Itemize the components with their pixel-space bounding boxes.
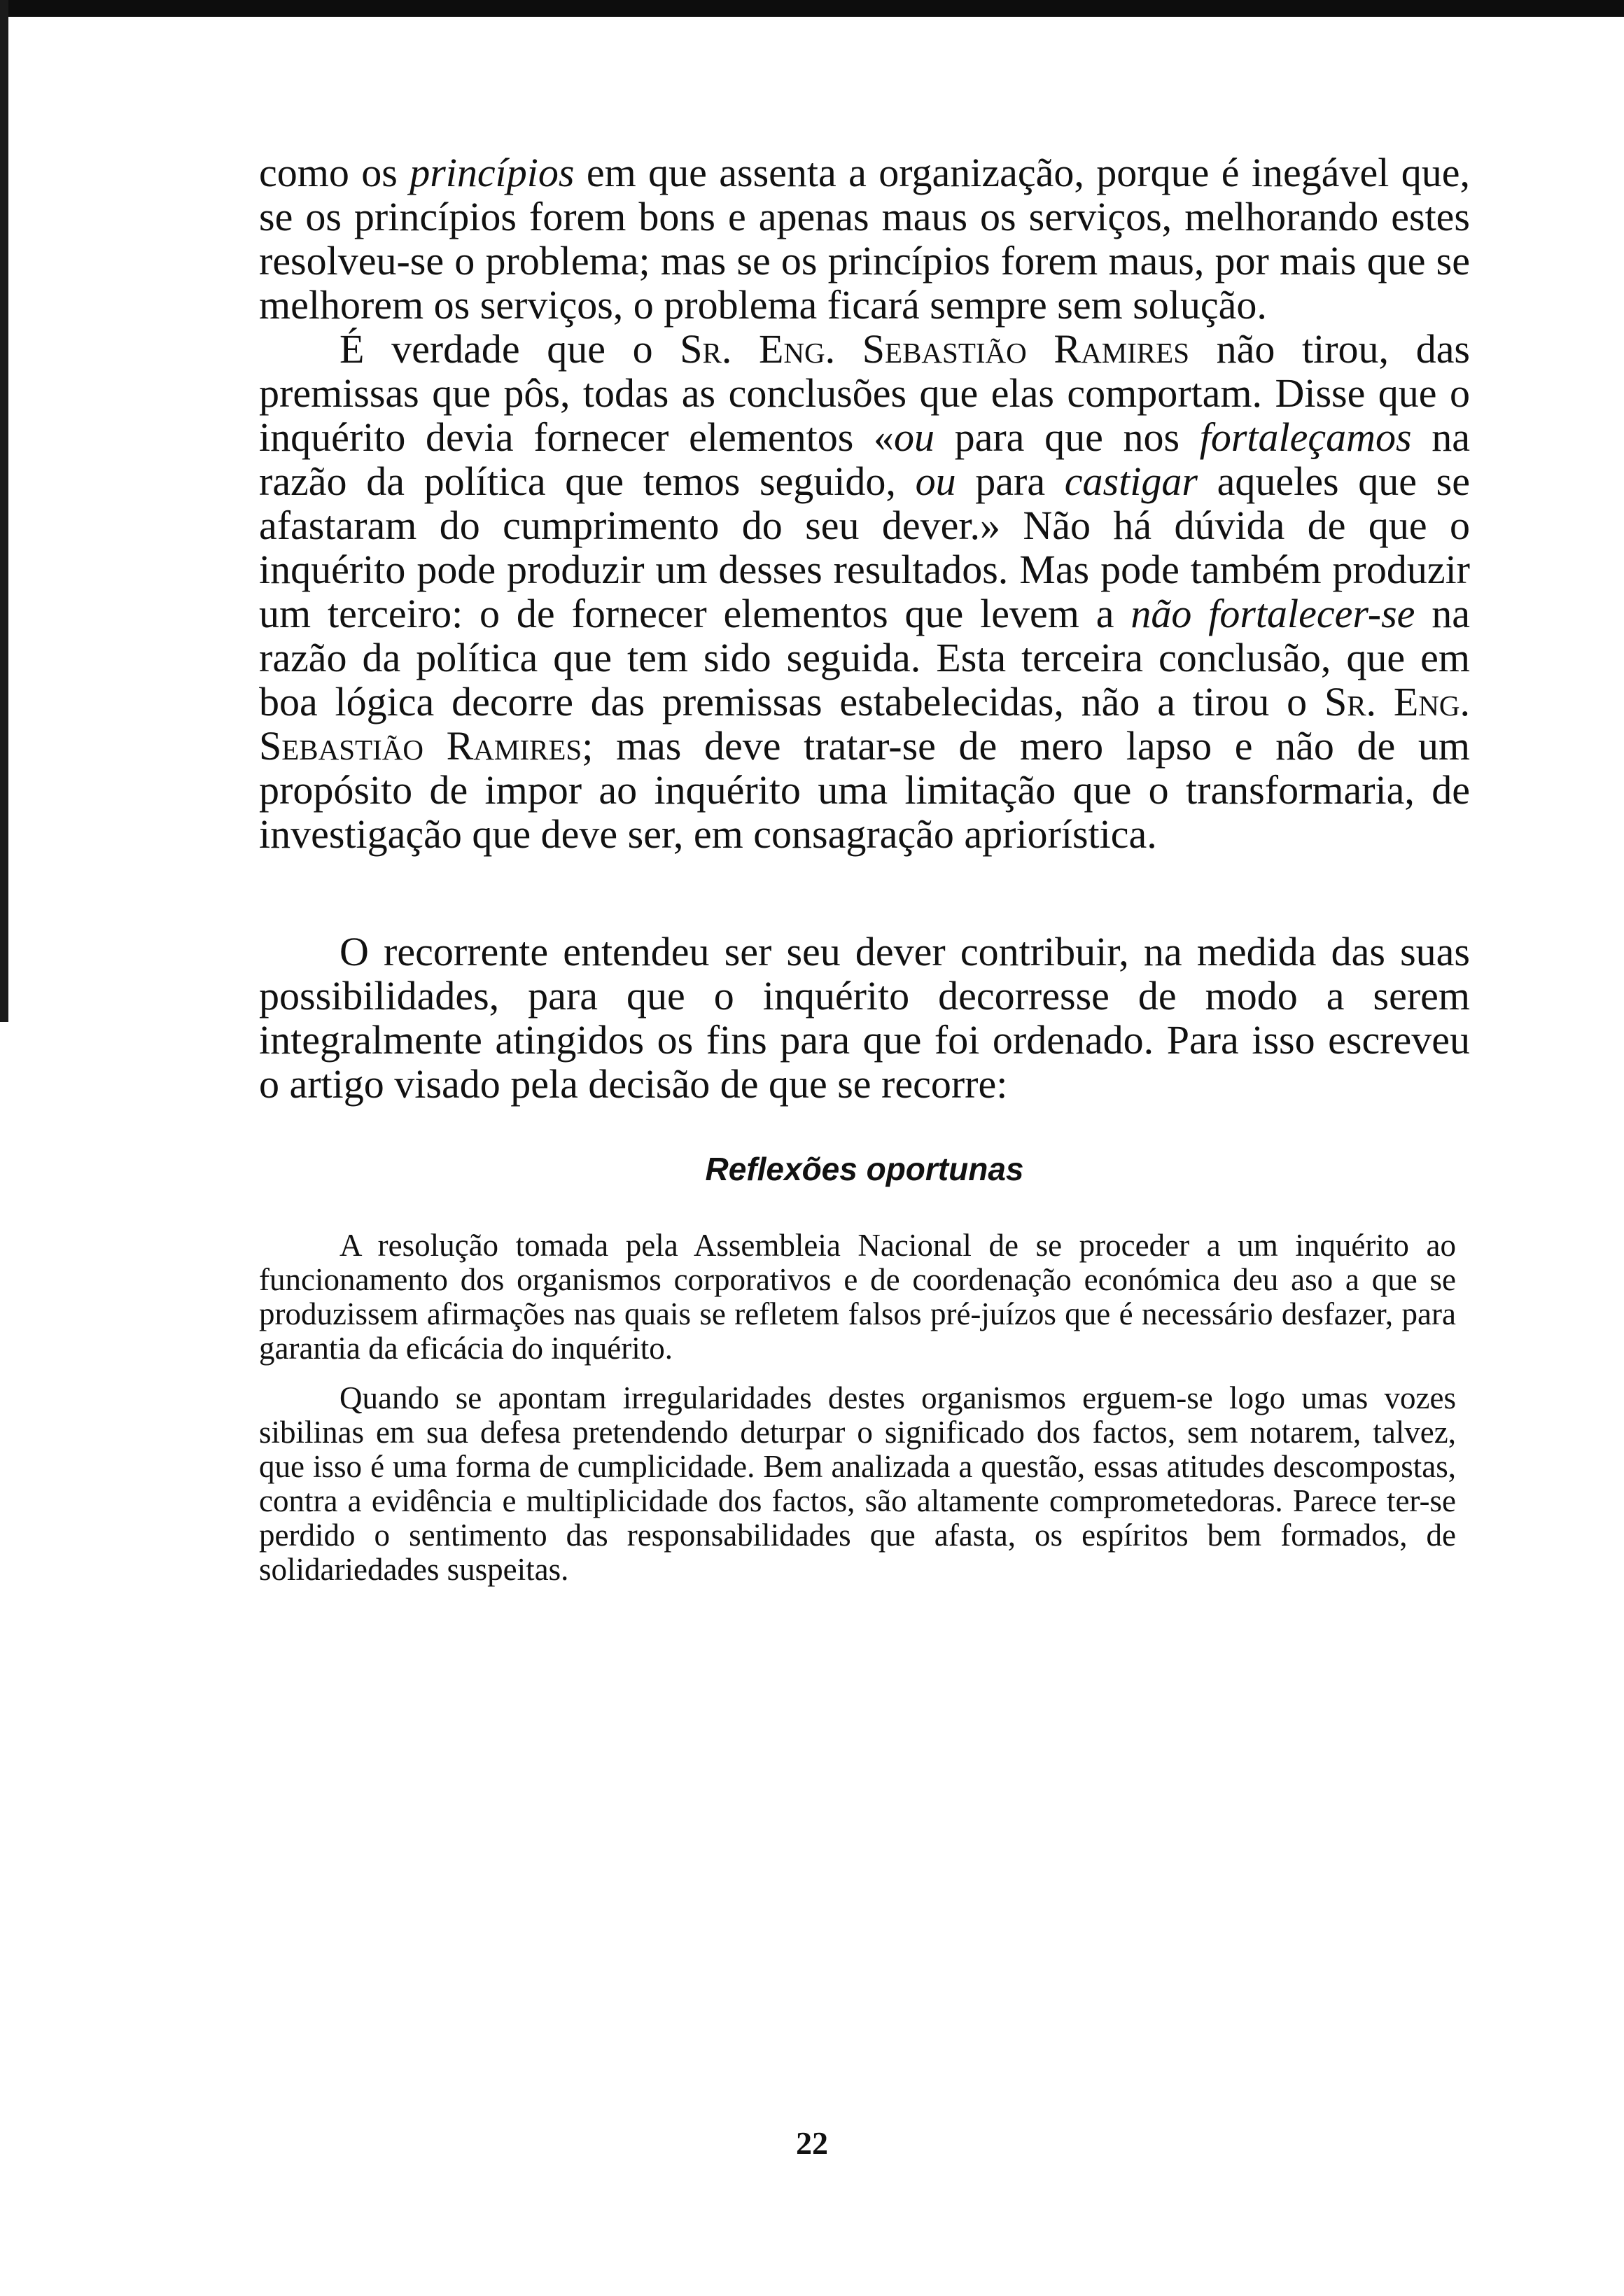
text-run: ; mas deve tratar-se de mero lapso e não de um propósito de impor ao inquérito uma limitação que o transformaria, de investigação que deve ser, em consagração apriorística. [259,723,1470,857]
text-run: para que nos [934,414,1200,460]
italic-run: fortaleçamos [1199,414,1412,460]
italic-run: castigar [1064,458,1198,504]
person-name: Sr. Eng. Sebastião Ramires [680,326,1189,372]
left-border-rule [0,0,8,1022]
text-run: na razão da política que tem sido seguida. Esta terceira conclusão, que em boa lógica decorre das premissas estabelecidas, não a tirou o [259,591,1470,724]
person-name: Sr. Eng. Sebastião Ramires [259,679,1470,769]
article-title: Reflexões oportunas [705,1151,1024,1187]
text-run: aqueles que se afastaram do cumprimento do seu dever.» Não há dúvida de que o inquérito pode produzir um desses resultados. Mas pode também produzir um terceiro: o de fornecer elementos que levem a [259,458,1470,636]
italic-run: ou [893,414,934,460]
text-run: não tirou, das premissas que pôs, todas as conclusões que elas comportam. Disse que o inquérito devia fornecer elementos « [259,326,1471,460]
text-run: para [955,458,1065,504]
paragraph-recorrente: O recorrente entendeu ser seu dever contribuir, na medida das suas possibilidades, para que o inquérito decorresse de modo a serem integralmente atingidos os fins para que foi ordenado. Para isso escreveu o artigo visado pela decisão de que se recorre: [259,929,1470,1107]
paragraph-ramires-premises [259,327,1470,856]
article-paragraph-2: Quando se apontam irregularidades destes organismos erguem-se logo umas vozes sibilinas em sua defesa pretendendo deturpar o significado dos factos, sem notarem, talvez, que isso é uma forma de cumplicidade. Bem analizada a questão, essas atitudes descompostas, contra a evidência e multiplicidade dos factos, são altamente comprometedoras. Parece ter-se perdido o sentimento das responsabilidades que afasta, os espíritos bem formados, de solidariedades suspeitas. [259,1380,1456,1587]
paragraph-principles [259,150,1470,327]
page-body [259,150,1470,1587]
text-run: em que assenta a organização, porque é inegável que, se os princípios forem bons e apenas maus os serviços, melhorando estes resolveu-se o problema; mas se os princípios forem maus, por mais que se melhorem os serviços, o problema ficará sempre sem solução. [259,150,1470,328]
article-paragraph-1: A resolução tomada pela Assembleia Nacional de se proceder a um inquérito ao funcionamento dos organismos corporativos e de coordenação económica deu aso a que se produzissem afirmações nas quais se refletem falsos pré-juízos que é necessário desfazer, para garantia da eficácia do inquérito. [259,1228,1456,1366]
text-run: na razão da política que temos seguido, [259,414,1470,504]
italic-run: princípios [410,150,575,195]
italic-run: ou [915,458,956,504]
top-border-rule [0,0,1624,17]
paragraph-spacer [259,856,1470,930]
italic-run: não fortalecer-se [1130,591,1415,636]
text-run: como os [259,150,410,195]
page-number: 22 [796,2125,828,2161]
text-run: É verdade que o [340,326,680,372]
